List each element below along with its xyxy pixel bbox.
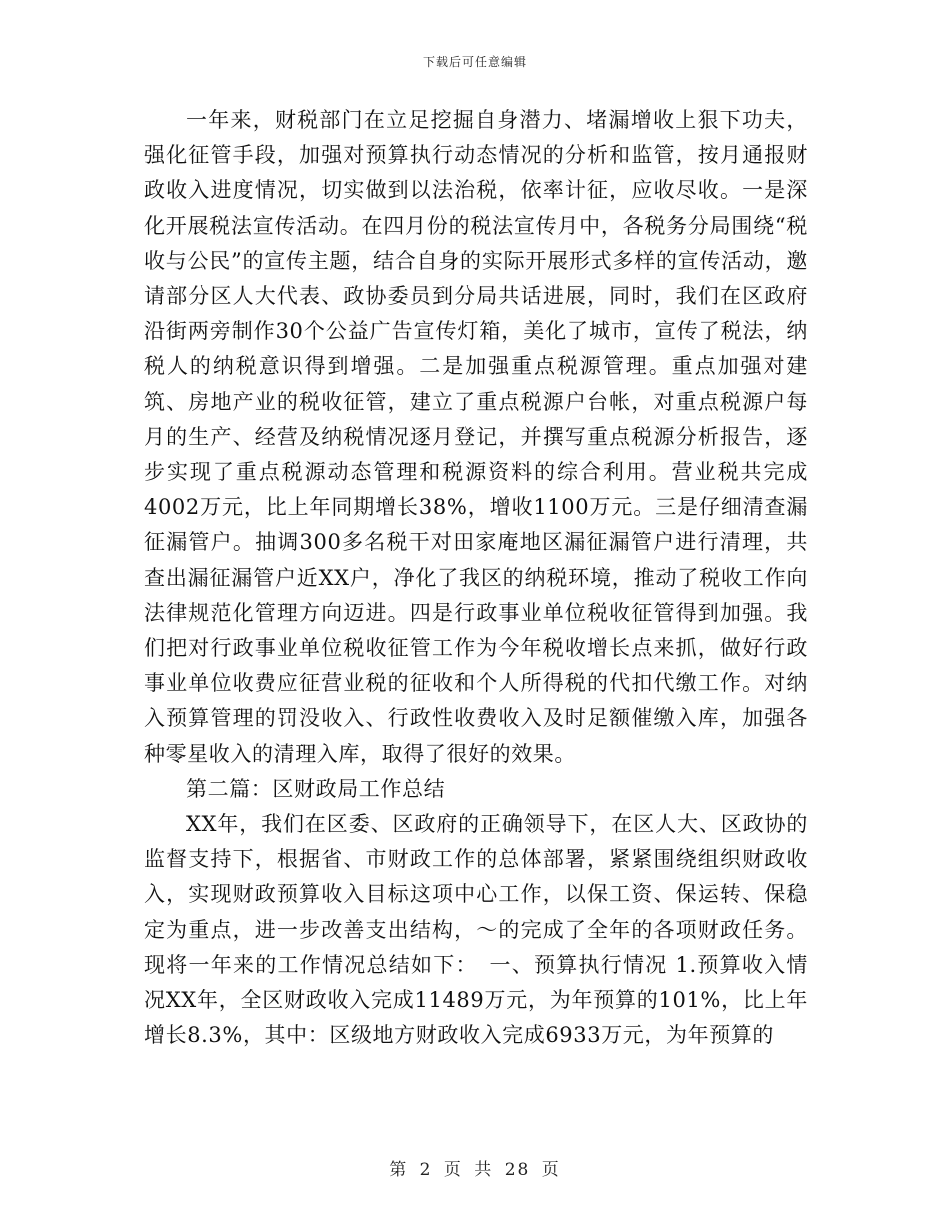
footer-label-total: 共 — [474, 1160, 494, 1180]
footer-label-end: 页 — [541, 1160, 561, 1180]
footer-label-page: 第 — [389, 1160, 409, 1180]
page-header: 下载后可任意编辑 — [422, 55, 527, 69]
footer-total-pages: 28 — [504, 1160, 531, 1180]
page-footer — [0, 1155, 950, 1180]
document-body — [144, 103, 808, 1053]
footer-current-page: 2 — [419, 1160, 433, 1180]
footer-label-of: 页 — [443, 1160, 463, 1180]
body-paragraph: XX年，我们在区委、区政府的正确领导下，在区人大、区政协的监督支持下，根据省、市财政工作的总体部署，紧紧围绕组织财政收入，实现财政预算收入目标这项中心工作，以保工资、保运转、保稳定为重点，进一步改善支出结构，～的完成了全年的各项财政任务。现将一年来的工作情况总结如下： 一、预算执行情况 1.预算收入情况XX年，全区财政收入完成11489万元，为年预算的101%，比上年增长8.3%，其中：区级地方财政收入完成6933万元，为年预算的 — [144, 812, 808, 1048]
body-paragraph: 一年来，财税部门在立足挖掘自身潜力、堵漏增收上狠下功夫，强化征管手段，加强对预算执行动态情况的分析和监管，按月通报财政收入进度情况，切实做到以法治税，依率计征，应收尽收。一是深化开展税法宣传活动。在四月份的税法宣传月中，各税务分局围绕“税收与公民”的宣传主题，结合自身的实际开展形式多样的宣传活动，邀请部分区人大代表、政协委员到分局共话进展，同时，我们在区政府沿街两旁制作30个公益广告宣传灯箱，美化了城市，宣传了税法，纳税人的纳税意识得到增强。二是加强重点税源管理。重点加强对建筑、房地产业的税收征管，建立了重点税源户台帐，对重点税源户每月的生产、经营及纳税情况逐月登记，并撰写重点税源分析报告，逐步实现了重点税源动态管理和税源资料的综合利用。营业税共完成4002万元，比上年同期增长38%，增收1100万元。三是仔细清查漏征漏管户。抽调300多名税干对田家庵地区漏征漏管户进行清理，共查出漏征漏管户近XX户，净化了我区的纳税环境，推动了税收工作向法律规范化管理方向迈进。四是行政事业单位税收征管得到加强。我们把对行政事业单位税收征管工作为今年税收增长点来抓，做好行政事业单位收费应征营业税的征收和个人所得税的代扣代缴工作。对纳入预算管理的罚没收入、行政性收费收入及时足额催缴入库，加强各种零星收入的清理入库，取得了很好的效果。 — [144, 108, 808, 766]
section-heading: 第二篇：区财政局工作总结 — [186, 776, 446, 801]
